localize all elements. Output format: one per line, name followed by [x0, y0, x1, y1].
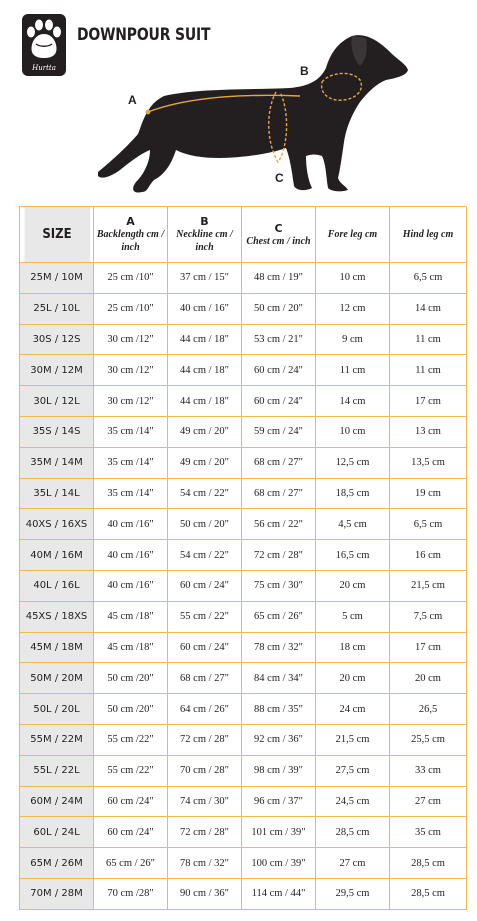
table-row — [20, 416, 467, 447]
chest-cell: 72 cm / 28" — [242, 540, 316, 571]
chest-cell: 100 cm / 39" — [242, 848, 316, 879]
hind-leg-cell: 26,5 — [390, 694, 467, 725]
size-cell: 25L / 10L — [20, 293, 94, 324]
size-cell: 40XS / 16XS — [20, 509, 94, 540]
fore-leg-cell: 20 cm — [316, 570, 390, 601]
hind-leg-cell: 16 cm — [390, 540, 467, 571]
header-label: Neckline cm / inch — [176, 229, 233, 253]
hind-leg-cell: 19 cm — [390, 478, 467, 509]
size-cell: 55M / 22M — [20, 724, 94, 755]
header-fore-leg — [316, 207, 390, 263]
chest-cell: 114 cm / 44" — [242, 878, 316, 909]
table-row — [20, 509, 467, 540]
header-label: Hind leg cm — [402, 229, 454, 240]
backlength-cell: 35 cm /14" — [94, 478, 168, 509]
size-cell: 30M / 12M — [20, 355, 94, 386]
size-cell: 65M / 26M — [20, 848, 94, 879]
hind-leg-cell: 13,5 cm — [390, 447, 467, 478]
neckline-cell: 54 cm / 22" — [168, 478, 242, 509]
neckline-cell: 64 cm / 26" — [168, 694, 242, 725]
size-cell: 55L / 22L — [20, 755, 94, 786]
chest-cell: 48 cm / 19" — [242, 263, 316, 294]
chest-cell: 96 cm / 37" — [242, 786, 316, 817]
backlength-cell: 40 cm /16" — [94, 509, 168, 540]
chest-cell: 68 cm / 27" — [242, 447, 316, 478]
size-cell: 25M / 10M — [20, 263, 94, 294]
paw-icon — [22, 14, 66, 64]
table-row — [20, 848, 467, 879]
size-cell: 45M / 18M — [20, 632, 94, 663]
neckline-cell: 90 cm / 36" — [168, 878, 242, 909]
backlength-cell: 55 cm /22" — [94, 724, 168, 755]
hind-leg-cell: 27 cm — [390, 786, 467, 817]
table-row — [20, 570, 467, 601]
neckline-cell: 44 cm / 18" — [168, 386, 242, 417]
table-row — [20, 447, 467, 478]
size-cell: 50L / 20L — [20, 694, 94, 725]
hind-leg-cell: 28,5 cm — [390, 848, 467, 879]
header-hind-leg — [390, 207, 467, 263]
chest-cell: 60 cm / 24" — [242, 355, 316, 386]
backlength-cell: 50 cm /20" — [94, 663, 168, 694]
chest-cell: 56 cm / 22" — [242, 509, 316, 540]
fore-leg-cell: 10 cm — [316, 263, 390, 294]
header-label: Backlength cm / inch — [96, 229, 165, 253]
chest-cell: 65 cm / 26" — [242, 601, 316, 632]
chest-cell: 68 cm / 27" — [242, 478, 316, 509]
chest-cell: 59 cm / 24" — [242, 416, 316, 447]
header-label: Chest cm / inch — [246, 235, 311, 247]
neckline-cell: 49 cm / 20" — [168, 416, 242, 447]
table-row — [20, 663, 467, 694]
backlength-cell: 30 cm /12" — [94, 324, 168, 355]
header-chest — [242, 207, 316, 263]
fore-leg-cell: 29,5 cm — [316, 878, 390, 909]
hind-leg-cell: 7,5 cm — [390, 601, 467, 632]
fore-leg-cell: 28,5 cm — [316, 817, 390, 848]
fore-leg-cell: 18,5 cm — [316, 478, 390, 509]
page-title: DOWNPOUR SUIT — [77, 25, 211, 45]
table-row — [20, 755, 467, 786]
neckline-cell: 72 cm / 28" — [168, 724, 242, 755]
size-cell: 30L / 12L — [20, 386, 94, 417]
chest-cell: 88 cm / 35" — [242, 694, 316, 725]
size-cell: 35M / 14M — [20, 447, 94, 478]
table-row — [20, 878, 467, 909]
size-cell: 35L / 14L — [20, 478, 94, 509]
neckline-cell: 49 cm / 20" — [168, 447, 242, 478]
size-cell: 35S / 14S — [20, 416, 94, 447]
size-cell: 70M / 28M — [20, 878, 94, 909]
hind-leg-cell: 33 cm — [390, 755, 467, 786]
fore-leg-cell: 27,5 cm — [316, 755, 390, 786]
fore-leg-cell: 12,5 cm — [316, 447, 390, 478]
hind-leg-cell: 20 cm — [390, 663, 467, 694]
neckline-cell: 44 cm / 18" — [168, 324, 242, 355]
dog-silhouette — [98, 35, 408, 192]
fore-leg-cell: 21,5 cm — [316, 724, 390, 755]
header-label: SIZE — [41, 227, 72, 242]
neckline-cell: 37 cm / 15" — [168, 263, 242, 294]
hind-leg-cell: 25,5 cm — [390, 724, 467, 755]
header-letter: B — [200, 215, 209, 228]
hind-leg-cell: 6,5 cm — [390, 263, 467, 294]
table-row — [20, 386, 467, 417]
backlength-cell: 30 cm /12" — [94, 355, 168, 386]
label-a: A — [128, 93, 137, 107]
table-row — [20, 694, 467, 725]
dog-measurement-diagram — [90, 30, 420, 200]
table-row — [20, 324, 467, 355]
backlength-cell: 25 cm /10" — [94, 293, 168, 324]
table-row — [20, 355, 467, 386]
size-cell: 40L / 16L — [20, 570, 94, 601]
chest-cell: 84 cm / 34" — [242, 663, 316, 694]
neckline-cell: 50 cm / 20" — [168, 509, 242, 540]
table-row — [20, 786, 467, 817]
table-row — [20, 724, 467, 755]
fore-leg-cell: 11 cm — [316, 355, 390, 386]
table-body — [20, 263, 467, 910]
backlength-cell: 65 cm / 26" — [94, 848, 168, 879]
backlength-cell: 70 cm /28" — [94, 878, 168, 909]
chest-cell: 78 cm / 32" — [242, 632, 316, 663]
fore-leg-cell: 4,5 cm — [316, 509, 390, 540]
table-header-row — [20, 207, 467, 263]
neckline-cell: 74 cm / 30" — [168, 786, 242, 817]
size-cell: 40M / 16M — [20, 540, 94, 571]
hind-leg-cell: 17 cm — [390, 386, 467, 417]
size-cell: 60L / 24L — [20, 817, 94, 848]
size-cell: 45XS / 18XS — [20, 601, 94, 632]
backlength-cell: 25 cm /10" — [94, 263, 168, 294]
size-cell: 50M / 20M — [20, 663, 94, 694]
chest-cell: 60 cm / 24" — [242, 386, 316, 417]
fore-leg-cell: 5 cm — [316, 601, 390, 632]
table-row — [20, 540, 467, 571]
table-row — [20, 263, 467, 294]
fore-leg-cell: 9 cm — [316, 324, 390, 355]
backlength-cell: 40 cm /16" — [94, 540, 168, 571]
backlength-cell: 50 cm /20" — [94, 694, 168, 725]
backlength-marker — [146, 110, 151, 115]
fore-leg-cell: 27 cm — [316, 848, 390, 879]
chest-cell: 98 cm / 39" — [242, 755, 316, 786]
fore-leg-cell: 18 cm — [316, 632, 390, 663]
fore-leg-cell: 20 cm — [316, 663, 390, 694]
size-chart-table — [19, 206, 467, 910]
chest-cell: 92 cm / 36" — [242, 724, 316, 755]
logo-text: Hurtta — [32, 64, 56, 72]
neckline-cell: 78 cm / 32" — [168, 848, 242, 879]
brand-logo — [22, 14, 66, 76]
header-backlength — [94, 207, 168, 263]
hind-leg-cell: 35 cm — [390, 817, 467, 848]
fore-leg-cell: 10 cm — [316, 416, 390, 447]
neckline-cell: 70 cm / 28" — [168, 755, 242, 786]
header-neckline — [168, 207, 242, 263]
fore-leg-cell: 24,5 cm — [316, 786, 390, 817]
hind-leg-cell: 6,5 cm — [390, 509, 467, 540]
backlength-cell: 40 cm /16" — [94, 570, 168, 601]
backlength-cell: 45 cm /18" — [94, 601, 168, 632]
label-b: B — [300, 64, 309, 78]
table-row — [20, 632, 467, 663]
neckline-cell: 44 cm / 18" — [168, 355, 242, 386]
backlength-cell: 55 cm /22" — [94, 755, 168, 786]
fore-leg-cell: 14 cm — [316, 386, 390, 417]
neckline-cell: 68 cm / 27" — [168, 663, 242, 694]
header-letter: A — [126, 215, 135, 228]
hind-leg-cell: 13 cm — [390, 416, 467, 447]
neckline-cell: 60 cm / 24" — [168, 570, 242, 601]
neckline-cell: 55 cm / 22" — [168, 601, 242, 632]
label-c: C — [275, 171, 284, 185]
hind-leg-cell: 11 cm — [390, 324, 467, 355]
backlength-cell: 60 cm /24" — [94, 786, 168, 817]
hind-leg-cell: 11 cm — [390, 355, 467, 386]
backlength-cell: 45 cm /18" — [94, 632, 168, 663]
fore-leg-cell: 24 cm — [316, 694, 390, 725]
size-cell: 30S / 12S — [20, 324, 94, 355]
backlength-cell: 35 cm /14" — [94, 447, 168, 478]
hind-leg-cell: 17 cm — [390, 632, 467, 663]
header-letter: C — [274, 221, 283, 235]
fore-leg-cell: 16,5 cm — [316, 540, 390, 571]
neckline-cell: 54 cm / 22" — [168, 540, 242, 571]
table-row — [20, 478, 467, 509]
chest-cell: 75 cm / 30" — [242, 570, 316, 601]
chest-cell: 50 cm / 20" — [242, 293, 316, 324]
neckline-cell: 60 cm / 24" — [168, 632, 242, 663]
backlength-cell: 30 cm /12" — [94, 386, 168, 417]
table-row — [20, 293, 467, 324]
neckline-cell: 72 cm / 28" — [168, 817, 242, 848]
chest-cell: 101 cm / 39" — [242, 817, 316, 848]
size-cell: 60M / 24M — [20, 786, 94, 817]
backlength-cell: 35 cm /14" — [94, 416, 168, 447]
hind-leg-cell: 21,5 cm — [390, 570, 467, 601]
hind-leg-cell: 14 cm — [390, 293, 467, 324]
backlength-cell: 60 cm /24" — [94, 817, 168, 848]
header-label: Fore leg cm — [327, 229, 378, 240]
header-size — [23, 207, 90, 263]
chest-cell: 53 cm / 21" — [242, 324, 316, 355]
hind-leg-cell: 28,5 cm — [390, 878, 467, 909]
neckline-cell: 40 cm / 16" — [168, 293, 242, 324]
table-row — [20, 817, 467, 848]
fore-leg-cell: 12 cm — [316, 293, 390, 324]
table-row — [20, 601, 467, 632]
